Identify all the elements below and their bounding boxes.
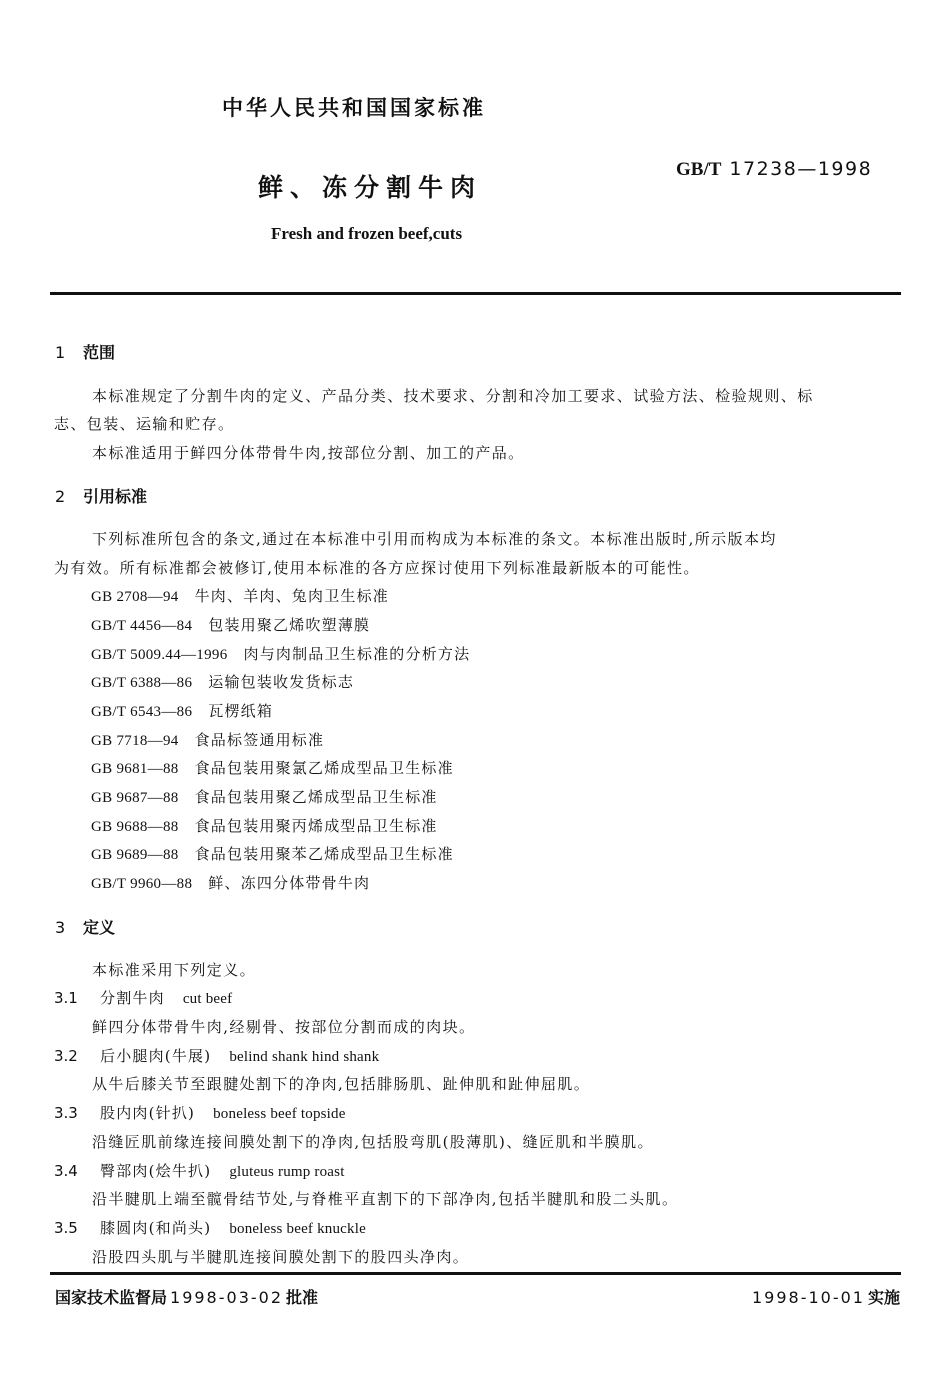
reference-item: GB/T 6388—86 运输包装收发货标志 — [91, 673, 355, 691]
references-paragraph-line-2: 为有效。所有标准都会被修订,使用本标准的各方应探讨使用下列标准最新版本的可能性。 — [54, 559, 700, 577]
definitions-intro: 本标准采用下列定义。 — [92, 961, 257, 979]
definition-desc: 鲜四分体带骨牛肉,经剔骨、按部位分割而成的肉块。 — [92, 1018, 476, 1036]
definition-desc: 沿半腱肌上端至髋骨结节处,与脊椎平直割下的下部净肉,包括半腱肌和股二头肌。 — [92, 1190, 679, 1208]
standard-code — [676, 158, 872, 181]
footer-divider — [50, 1272, 901, 1275]
references-paragraph-line-1: 下列标准所包含的条文,通过在本标准中引用而构成为本标准的条文。本标准出版时,所示版本均 — [92, 530, 777, 548]
approval-line: 国家技术监督局 1998-03-02 批准 — [55, 1288, 319, 1307]
reference-item: GB 9687—88 食品包装用聚乙烯成型品卫生标准 — [91, 788, 438, 806]
scope-paragraph-1-line-2: 志、包装、运输和贮存。 — [54, 415, 235, 433]
document-title-cn: 鲜、冻分割牛肉 — [258, 173, 483, 202]
reference-item: GB 9689—88 食品包装用聚苯乙烯成型品卫生标准 — [91, 845, 454, 863]
definition-desc: 从牛后膝关节至跟腱处割下的净肉,包括腓肠肌、趾伸肌和趾伸屈肌。 — [92, 1075, 591, 1093]
standard-code-prefix: GB/T — [676, 159, 722, 180]
document-title-en: Fresh and frozen beef,cuts — [271, 224, 463, 243]
reference-item: GB 9681—88 食品包装用聚氯乙烯成型品卫生标准 — [91, 759, 454, 777]
section-heading-scope: 1 范围 — [55, 343, 116, 362]
approval-date: 1998-03-02 — [170, 1288, 283, 1307]
implementation-date: 1998-10-01 — [752, 1288, 865, 1307]
reference-item: GB 7718—94 食品标签通用标准 — [91, 731, 325, 749]
definition-term: 3.2 后小腿肉(牛展) belind shank hind shank — [54, 1047, 380, 1065]
scope-paragraph-2: 本标准适用于鲜四分体带骨牛肉,按部位分割、加工的产品。 — [92, 444, 525, 462]
standard-code-number: 17238—1998 — [729, 158, 873, 180]
definition-desc: 沿缝匠肌前缘连接间膜处割下的净肉,包括股弯肌(股薄肌)、缝匠肌和半膜肌。 — [92, 1133, 654, 1151]
definition-term: 3.3 股内肉(针扒) boneless beef topside — [54, 1104, 346, 1122]
reference-item: GB/T 5009.44—1996 肉与肉制品卫生标准的分析方法 — [91, 645, 471, 663]
scope-paragraph-1-line-1: 本标准规定了分割牛肉的定义、产品分类、技术要求、分割和冷加工要求、试验方法、检验规则、标 — [92, 387, 814, 405]
reference-item: GB 9688—88 食品包装用聚丙烯成型品卫生标准 — [91, 817, 438, 835]
reference-item: GB 2708—94 牛肉、羊肉、兔肉卫生标准 — [91, 587, 389, 605]
definition-term: 3.4 臀部肉(烩牛扒) gluteus rump roast — [54, 1162, 345, 1180]
reference-item: GB/T 9960—88 鲜、冻四分体带骨牛肉 — [91, 874, 371, 892]
header-divider — [50, 292, 901, 295]
implementation-line: 1998-10-01 实施 — [752, 1288, 900, 1307]
reference-item: GB/T 4456—84 包装用聚乙烯吹塑薄膜 — [91, 616, 371, 634]
reference-item: GB/T 6543—86 瓦楞纸箱 — [91, 702, 274, 720]
national-standard-heading: 中华人民共和国国家标准 — [222, 96, 486, 120]
definition-desc: 沿股四头肌与半腱肌连接间膜处割下的股四头净肉。 — [92, 1248, 470, 1266]
section-heading-definitions: 3 定义 — [55, 918, 116, 937]
definition-term: 3.5 膝圆肉(和尚头) boneless beef knuckle — [54, 1219, 366, 1237]
section-heading-references: 2 引用标准 — [55, 487, 148, 506]
definition-term: 3.1 分割牛肉 cut beef — [54, 989, 233, 1007]
issuer: 国家技术监督局 — [55, 1288, 168, 1307]
